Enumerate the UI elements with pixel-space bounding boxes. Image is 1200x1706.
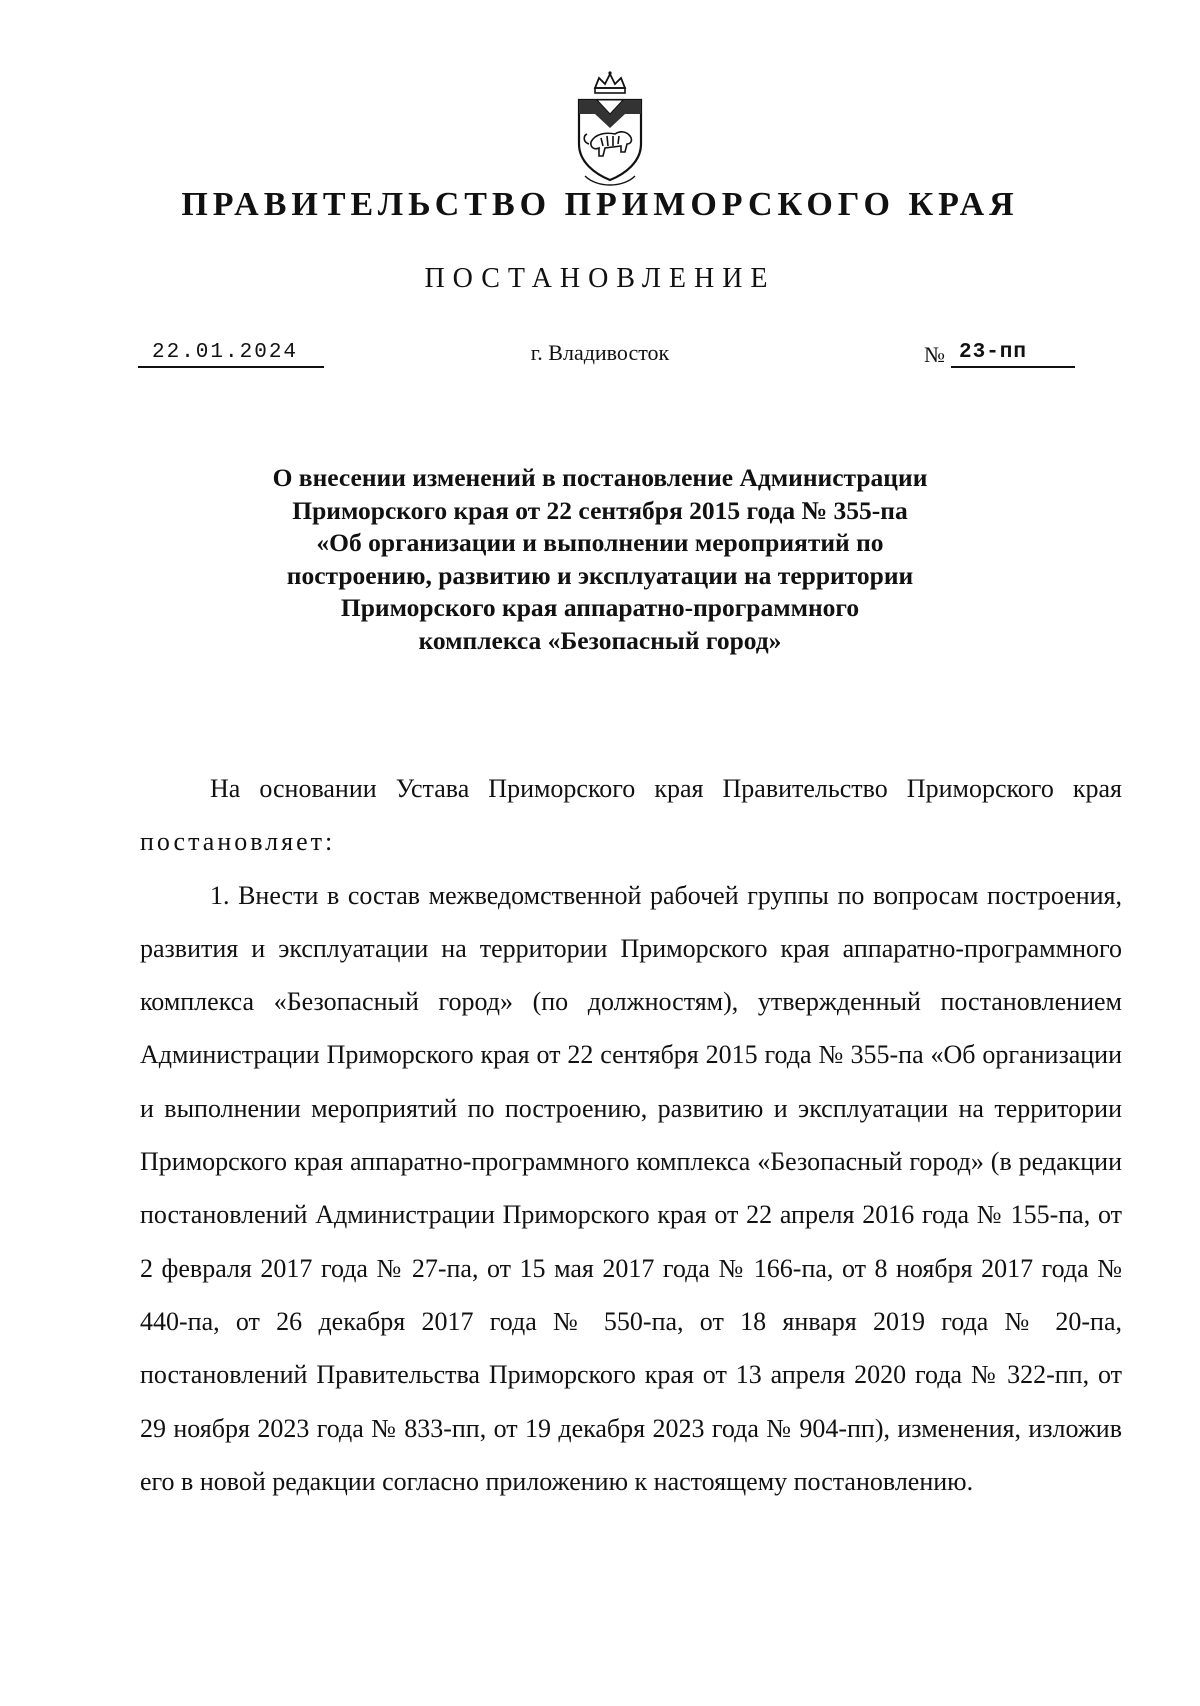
document-type: ПОСТАНОВЛЕНИЕ xyxy=(424,263,776,294)
preamble-paragraph xyxy=(140,762,1122,869)
decree-word: постановляет: xyxy=(140,827,336,857)
subject-line: построению, развитию и эксплуатации на территории xyxy=(286,560,914,590)
subject-line: комплекса «Безопасный город» xyxy=(418,625,782,655)
document-subject xyxy=(150,462,1050,657)
subject-line: Приморского края аппаратно-программного xyxy=(340,593,860,622)
document-date: 22.01.2024 xyxy=(138,340,324,368)
subject-line: «Об организации и выполнении мероприятий по xyxy=(316,528,884,557)
subject-line: Приморского края от 22 сентября 2015 года № 355-па xyxy=(292,495,908,525)
document-number: 23-пп xyxy=(951,340,1075,368)
number-sign: № xyxy=(924,342,945,367)
document-number-block xyxy=(924,340,1075,368)
coat-of-arms-icon xyxy=(575,70,645,186)
organization-title: ПРАВИТЕЛЬСТВО ПРИМОРСКОГО КРАЯ xyxy=(181,186,1019,223)
document-body xyxy=(140,762,1122,1508)
preamble-text: На основании Устава Приморского края Правительство Приморского края xyxy=(210,774,1122,803)
subject-line: О внесении изменений в постановление Администрации xyxy=(272,463,928,492)
item-1-paragraph: 1. Внести в состав межведомственной рабочей группы по вопросам построения, развития и эксплуатации на территории Приморского края аппаратно-программного комплекса «Безопасный город» (по должностям), утвержденный постановлением Администрации Приморского края от 22 сентября 2015 года № 355-па «Об организации и выполнении мероприятий по построению, развитию и эксплуатации на территории Приморского края аппаратно-программного комплекса «Безопасный город» (в редакции постановлений Администрации Приморского края от 22 апреля 2016 года № 155-па, от 2 февраля 2017 года № 27-па, от 15 мая 2017 года № 166-па, от 8 ноября 2017 года № 440-па, от 26 декабря 2017 года № 550-па, от 18 января 2019 года № 20-па, постановлений Правительства Приморского края от 13 апреля 2020 года № 322-пп, от 29 ноября 2023 года № 833-пп, от 19 декабря 2023 года № 904-пп), изменения, изложив его в новой редакции согласно приложению к настоящему постановлению. xyxy=(140,880,1122,1496)
document-city: г. Владивосток xyxy=(530,340,670,365)
